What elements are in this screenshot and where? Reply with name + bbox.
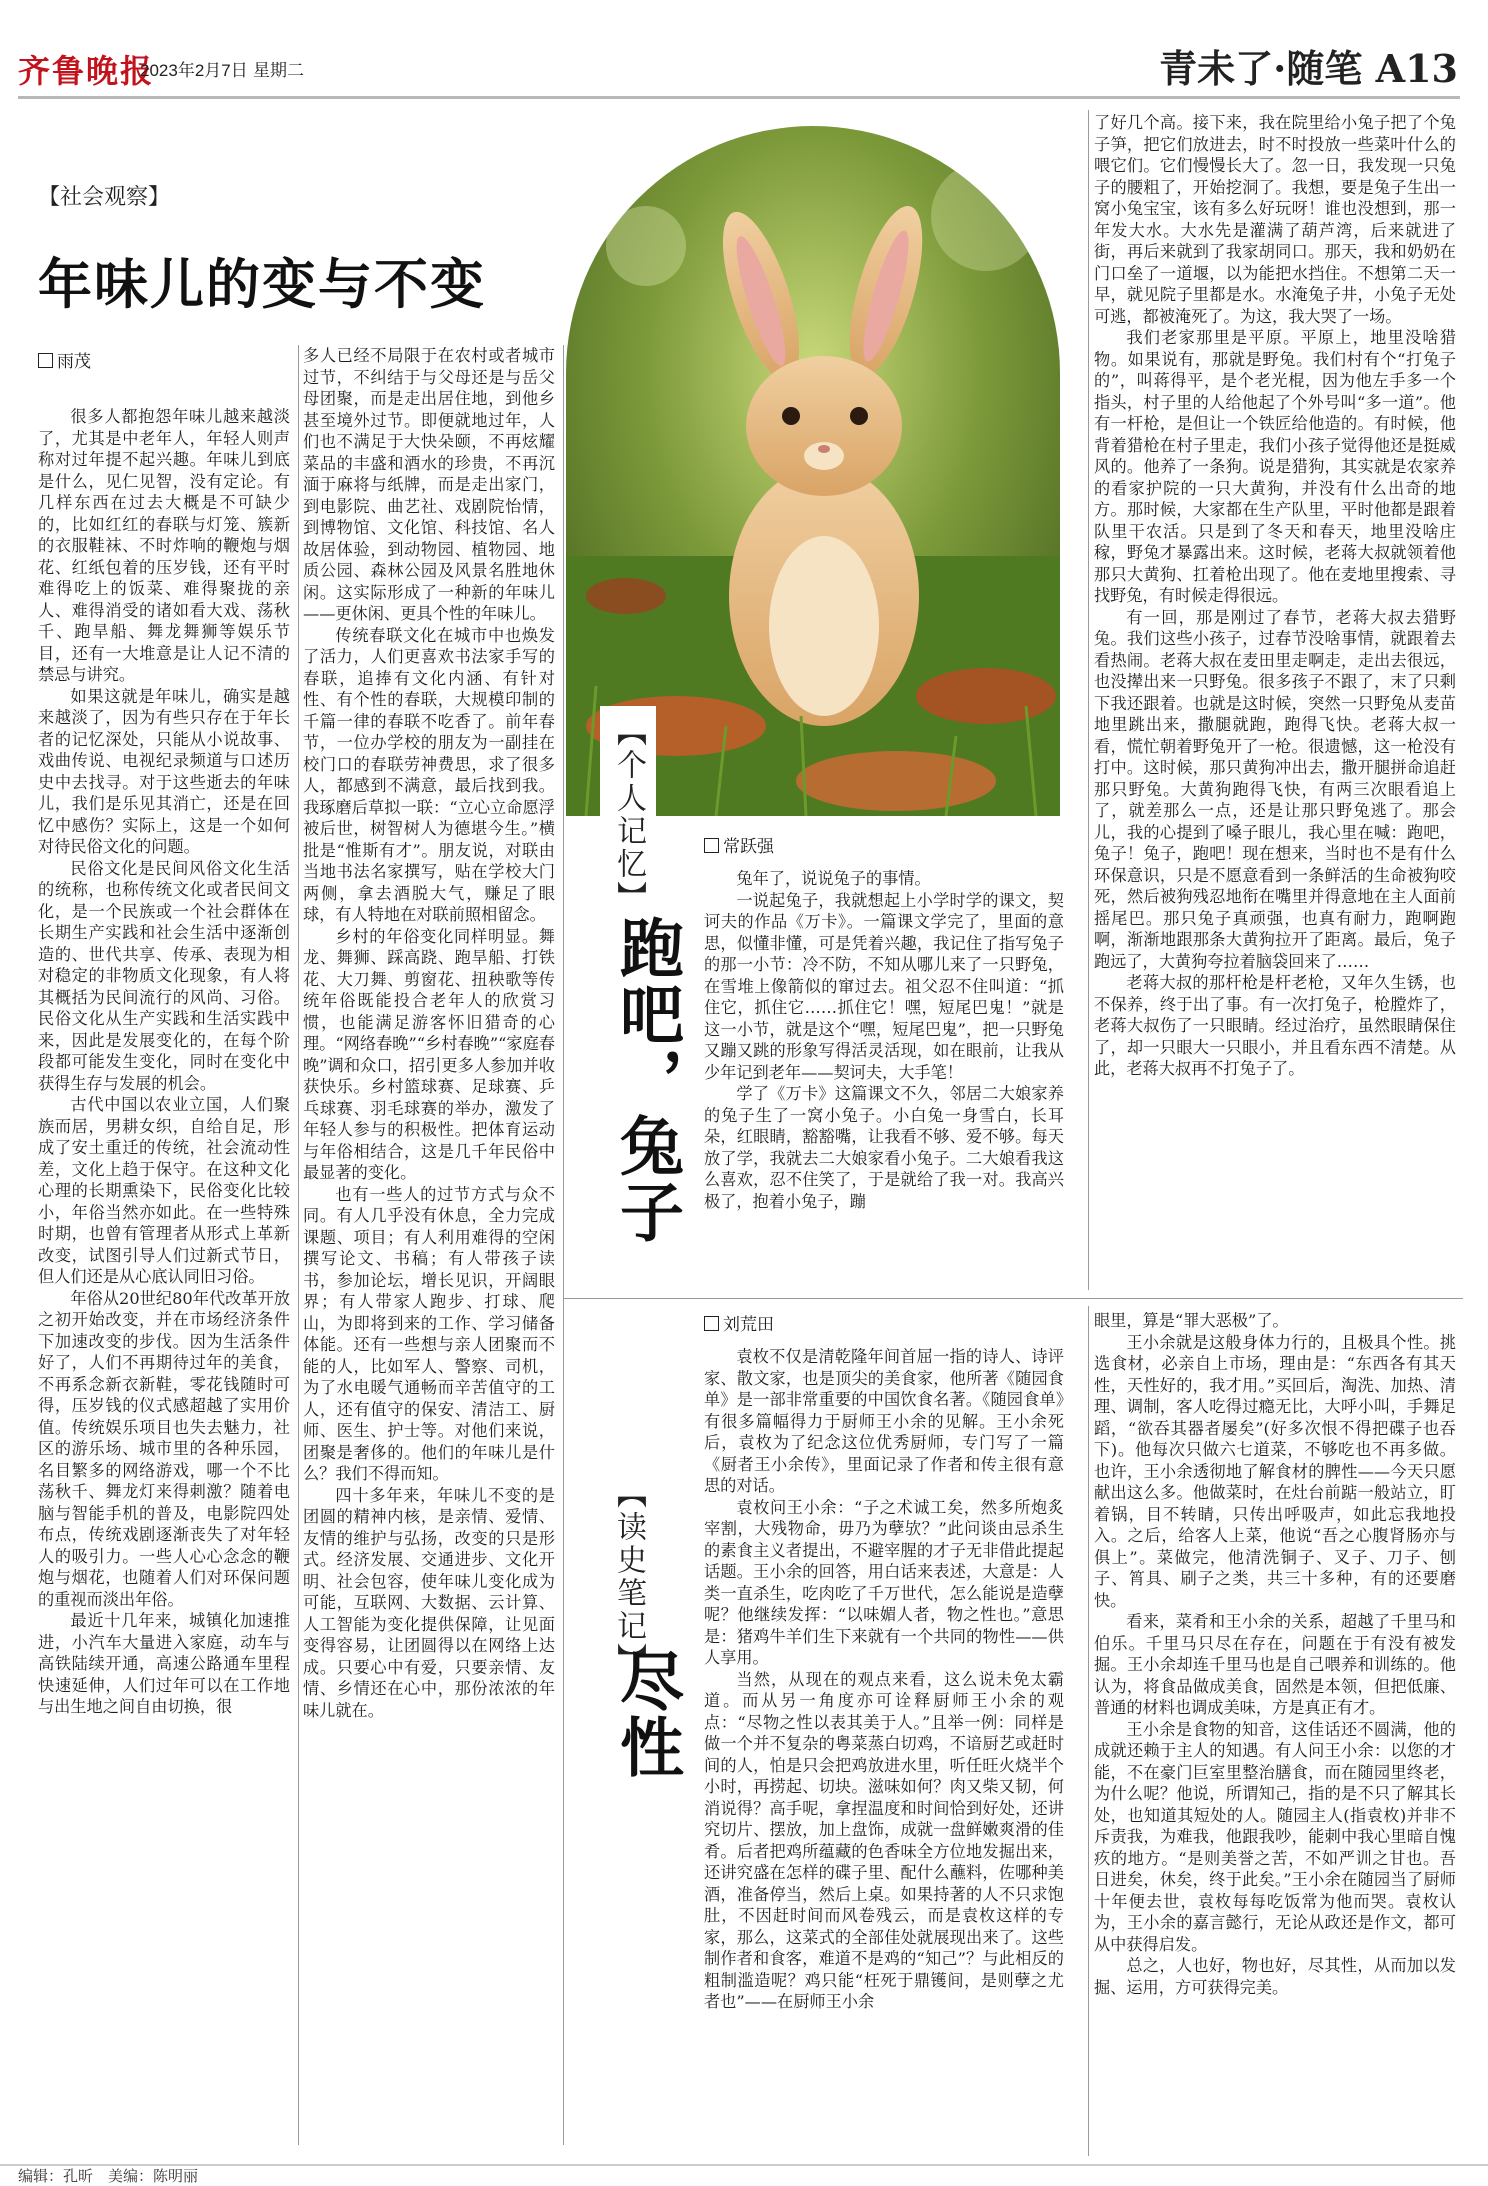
byline: [704, 1310, 774, 1335]
paragraph: 多人已经不局限于在农村或者城市过节，不纠结于与父母还是与岳父母团聚，而是走出居住地，到他乡甚至境外过节。即便就地过年，人们也不满足于大快朵颐，不再炫耀菜品的丰盛和酒水的珍贵，不再沉湎于麻将与纸牌，而是走出家门，到电影院、曲艺社、戏剧院怡情，到博物馆、文化馆、科技馆、名人故居体验，到动物园、植物园、地质公园、森林公园及风景名胜地休闲。这实际形成了一种新的年味儿——更休闲、更具个性的年味儿。: [303, 346, 555, 623]
paragraph: 乡村的年俗变化同样明显。舞龙、舞狮、踩高跷、跑旱船、打铁花、大刀舞、剪窗花、扭秧歌等传统年俗既能投合老年人的欣赏习惯，也能满足游客怀旧猎奇的心理。“网络春晚”“乡村春晚”“家庭春晚”调和众口，招引更多人参加并收获快乐。乡村篮球赛、足球赛、乒乓球赛、羽毛球赛的举办，激发了年轻人参与的积极性。把体育运动与年俗相结合，这是几千年民俗中最显著的变化。: [303, 926, 555, 1182]
paragraph: 老蒋大叔的那杆枪是杆老枪，又年久生锈，也不保养，终于出了事。有一次打兔子，枪膛炸了，老蒋大叔伤了一只眼睛。经过治疗，虽然眼睛保住了，却一只眼大一只眼小，并且看东西不清楚。从此，老蒋大叔再不打兔子了。: [1094, 973, 1456, 1078]
article-column: [704, 1346, 1064, 2013]
article-column: [303, 345, 555, 1721]
column-divider: [563, 345, 564, 2145]
byline-box-icon: [38, 353, 53, 368]
paragraph: 很多人都抱怨年味儿越来越淡了，尤其是中老年人，年轻人则声称对过年提不起兴趣。年味儿到底是什么，见仁见智，没有定论。有几样东西在过去大概是不可缺少的，比如红红的春联与灯笼、簇新的衣服鞋袜、不时炸响的鞭炮与烟花、红纸包着的压岁钱，还有平时难得吃上的饭菜、难得聚拢的亲人、难得消受的诸如看大戏、荡秋千、跑旱船、舞龙舞狮等娱乐节目，还有一大堆意是让人记不清的禁忌与讲究。: [38, 407, 290, 684]
paragraph: 眼里，算是“罪大恶极”了。: [1094, 1311, 1289, 1330]
article-title: 年味儿的变与不变: [38, 252, 486, 316]
paragraph: 兔年了，说说兔子的事情。: [736, 869, 931, 888]
column-divider: [1088, 110, 1089, 1290]
paragraph: 传统春联文化在城市中也焕发了活力，人们更喜欢书法家手写的春联，追捧有文化内涵、有针对性、有个性的春联，大规模印制的千篇一律的春联不吃香了。前年春节，一位办学校的朋友为一副挂在校门口的春联劳神费思，求了很多人，都感到不满意，最后找到我。我琢磨后草拟一联：“立心立命愿浮被后世，树智树人为德堪今生。”横批是“惟斯有才”。朋友说，对联由当地书法名家撰写，贴在学校大门两侧，拿去酒脱大气，赚足了眼球，有人特地在对联前照相留念。: [303, 625, 555, 924]
editor-credits: 编辑：孔昕 美编：陈明丽: [18, 2168, 199, 2185]
newspaper-logo: 齐鲁晚报: [18, 52, 155, 90]
paragraph: 当然，从现在的观点来看，这么说未免太霸道。而从另一角度亦可诠释厨师王小余的观点：“尽物之性以表其美于人。”且举一例：同样是做一个并不复杂的粤菜蒸白切鸡，不谙厨艺或赶时间的人，怕是只会把鸡放进水里，听任旺火烧半个小时，再捞起、切块。滋味如何？肉又柴又韧，何消说得？高手呢，拿捏温度和时间恰到好处，还讲究切片、摆放，加上盘饰，成就一盘鲜嫩爽滑的佳肴。后者把鸡所蕴藏的色香味全方位地发掘出来，还讲究盛在怎样的碟子里、配什么蘸料，佐哪种美酒，准备停当，然后上桌。如果持著的人不只求饱肚，不因赶时间而风卷残云，而是袁枚这样的专家，那么，这菜式的全部佳处就展现出来了。这些制作者和食客，难道不是鸡的“知己”？与此相反的粗制滥造呢？鸡只能“枉死于鼎镬间，是则孽之尤者也”——在厨师王小余: [704, 1669, 1064, 2011]
paragraph: 袁枚问王小余：“子之术诚工矣，然多所炮炙宰割，大残物命，毋乃为孽欤？”此问谈由忌杀生的素食主义者提出，不避宰腥的才子无非借此提起话题。王小余的回答，用白话来表述，大意是：人类一直杀生，吃肉吃了千万世代，怎么能说是造孽呢？他继续发挥：“以味媚人者，物之性也。”意思是：猪鸡牛羊们生下来就有一个共同的物性——供人享用。: [704, 1497, 1064, 1667]
author-name: 雨茂: [57, 352, 91, 372]
header-rule: [18, 96, 1460, 99]
column-divider: [298, 345, 299, 2145]
paragraph: 最近十几年来，城镇化加速推进，小汽车大量进入家庭，动车与高铁陆续开通，高速公路通车里程快速延伸，人们过年可以在工作地与出生地之间自由切换，很: [38, 1611, 290, 1716]
paragraph: 年俗从20世纪80年代改革开放之初开始改变，并在市场经济条件下加速改变的步伐。因为生活条件好了，人们不再期待过年的美食，不再系念新衣新鞋，零花钱随时可得，压岁钱的仪式感超越了实用价值。传统娱乐项目也失去魅力，社区的游乐场、城市里的各种乐园，名目繁多的网络游戏，哪一个不比荡秋千、舞龙灯来得刺激？随着电脑与智能手机的普及，电影院四处布点，传统戏剧逐渐丧失了对年轻人的吸引力。一些人心心念念的鞭炮与烟花，也随着人们对环保问题的重视而淡出年俗。: [38, 1288, 290, 1609]
paragraph: 了好几个高。接下来，我在院里给小兔子把了个兔子笋，把它们放进去，时不时投放一些菜叶什么的喂它们。它们慢慢长大了。忽一日，我发现一只兔子的腰粗了，开始挖洞了。我想，要是兔子生出一窝小兔宝宝，该有多么好玩呀！谁也没想到，那一年发大水。大水先是灌满了葫芦湾，后来就进了街，再后来就到了我家胡同口。那天，我和奶奶在门口垒了一道堰，以为能把水挡住。不想第二天一早，就见院子里都是水。水淹兔子井，小兔子无处可逃，都被淹死了。为这，我大哭了一场。: [1094, 113, 1456, 326]
paragraph: 如果这就是年味儿，确实是越来越淡了，因为有些只存在于年长者的记忆深处，只能从小说故事、戏曲传说、电视纪录频道与口述历史中去找寻。对于这些逝去的年味儿，我们是乐见其消亡，还是在回忆中感伤？实际上，这是一个如何对待民俗文化的问题。: [38, 686, 290, 856]
column-tag: 【个人记忆】: [600, 706, 656, 924]
column-tag: 【社会观察】: [38, 184, 171, 209]
section-divider: [563, 1298, 1463, 1299]
issue-weekday: 星期二: [253, 61, 304, 80]
article-title: 跑吧，兔子: [609, 915, 684, 1245]
paragraph: 袁枚不仅是清乾隆年间首屈一指的诗人、诗评家、散文家，也是顶尖的美食家，他所著《随园食单》是一部非常重要的中国饮食名著。《随园食单》有很多篇幅得力于厨师王小余的见解。王小余死后，袁枚为了纪念这位优秀厨师，专门写了一篇《厨者王小余传》，里面记录了作者和传主很有意思的对话。: [704, 1347, 1064, 1495]
paragraph: 学了《万卡》这篇课文不久，邻居二大娘家养的兔子生了一窝小兔子。小白兔一身雪白，长耳朵，红眼睛，豁豁嘴，让我看不够、爱不够。每天放了学，我就去二大娘家看小兔子。二大娘看我这么喜欢，忍不住笑了，于是就给了我一对。我高兴极了，抱着小兔子，蹦: [704, 1084, 1064, 1211]
paragraph: 四十多年来，年味儿不变的是团圆的精神内核，是亲情、爱情、友情的维护与弘扬，改变的只是形式。经济发展、交通进步、文化开明、社会包容，使年味儿变化成为可能，互联网、大数据、云计算、人工智能为变化提供保障，让见面变得容易，让团圆得以在网络上达成。只要心中有爱，只要亲情、友情、乡情还在心中，那份浓浓的年味儿就在。: [303, 1485, 555, 1720]
article-column: [1094, 112, 1456, 1080]
issue-date: 2023年2月7日: [140, 61, 248, 80]
byline-box-icon: [704, 838, 719, 853]
article-column: [1094, 1310, 1456, 1998]
byline-box-icon: [704, 1316, 719, 1331]
paragraph: 一说起兔子，我就想起上小学时学的课文，契诃夫的作品《万卡》。一篇课文学完了，里面的意思，似懂非懂，可是凭着兴趣，我记住了指写兔子的那一小节：冷不防，不知从哪儿来了一只野兔，在雪堆上像箭似的窜过去。祖父忍不住叫道：“抓住它，抓住它……抓住它！嘿，短尾巴鬼！”就是这一小节，就是这个“嘿，短尾巴鬼”，把一只野兔又蹦又跳的形象写得活灵活现，如在眼前，让我从少年记到老年——契诃夫，大手笔！: [704, 890, 1064, 1082]
paragraph: 民俗文化是民间风俗文化生活的统称，也称传统文化或者民间文化，是一个民族或一个社会群体在长期生产实践和社会生活中逐渐创造的、世代共享、传承、表现为相对稳定的非物质文化现象，有人将其概括为民间流行的风尚、习俗。民俗文化从生产实践和生活实践中来，因此是发展变化的，在每个阶段都可能发生变化，同时在变化中获得生存与发展的机会。: [38, 858, 290, 1093]
section-title: 青未了·随笔 A13: [1159, 46, 1458, 91]
paragraph: 古代中国以农业立国，人们聚族而居，男耕女织，自给自足，形成了安土重迁的传统，社会流动性差，文化上趋于保守。在这种文化心理的长期熏染下，民俗变化比较小，年俗当然亦如此。在一些特殊时期，也曾有管理者从形式上革新改变，试图引导人们过新式节日，但人们还是从心底认同旧习俗。: [38, 1095, 290, 1286]
article-column: [38, 406, 290, 1718]
paragraph: 王小余就是这般身体力行的，且极具个性。挑选食材，必亲自上市场，理由是：“东西各有其天性，天性好的，我才用。”买回后，淘洗、加热、清理、调制，客人吃得过瘾无比，大呼小叫，手舞足蹈，“欲吞其器者屡矣”(好多次恨不得把碟子也吞下)。他每次只做六七道菜，不够吃也不再多做。也许，王小余透彻地了解食材的脾性——今天只愿献出这么多。他做菜时，在灶台前踮一般站立，盯着锅，目不转睛，只传出呼吸声，如此忘我地投入。之后，给客人上菜，他说“吾之心腹肾肠亦与俱上”。菜做完，他清洗铜子、叉子、刀子、刨子、筲具、刷子之类，共三十多种，有的还要磨快。: [1094, 1332, 1456, 1610]
paragraph: 王小余是食物的知音，这佳话还不圆满，他的成就还赖于主人的知遇。有人问王小余：以您的才能，不在豪门巨室里整治膳食，而在随园里终老，为什么呢？他说，所谓知己，指的是不只了解其长处，也知道其短处的人。随园主人(指袁枚)并非不斥责我，为难我，他跟我吵，能刺中我心里暗自愧疚的地方。“是则美誉之苦，不如严训之甘也。吾日进矣，休矣，终于此矣。”王小余在随园当了厨师十年便去世，袁枚每每吃饭常为他而哭。袁枚认为，王小余的嘉言懿行，无论从政还是作文，都可从中获得启发。: [1094, 1719, 1456, 1954]
paragraph: 有一回，那是刚过了春节，老蒋大叔去猎野兔。我们这些小孩子，过春节没啥事情，就跟着去看热闹。老蒋大叔在麦田里走啊走，走出去很远，也没撵出来一只野兔。很多孩子不跟了，末了只剩下我还跟着。也就是这时候，突然一只野兔从麦苗地里跳出来，撒腿就跑，跑得飞快。老蒋大叔一看，慌忙朝着野兔开了一枪。很遗憾，这一枪没有打中。这时候，那只黄狗冲出去，撒开腿拼命追赶那只野兔。大黄狗跑得飞快，有两三次眼看追上了，就差那么一点，还是让那只野兔逃了。那会儿，我的心提到了嗓子眼儿，我心里在喊：跑吧，兔子！兔子，跑吧！现在想来，当时也不是有什么环保意识，只是不愿意看到一条鲜活的生命被狗咬死，然后被狗残忍地衔在嘴里并得意地在主人面前摇尾巴。那只兔子真顽强，也真有耐力，跑啊跑啊，渐渐地跟那条大黄狗拉开了距离。最后，兔子跑远了，大黄狗夸拉着脑袋回来了……: [1094, 607, 1456, 971]
paragraph: 我们老家那里是平原。平原上，地里没啥猎物。如果说有，那就是野兔。我们村有个“打兔子的”，叫蒋得平，是个老光棍，因为他左手多一个指头，村子里的人给他起了个外号叫“多一道”。他有一杆枪，是但让一个铁匠给他造的。有时候，他背着猎枪在村子里走，我们小孩子觉得他还是挺威风的。他养了一条狗。说是猎狗，其实就是农家养的看家护院的一只大黄狗，并没有什么出奇的地方。那时候，大家都在生产队里，平时他都是跟着队里干农活。只是到了冬天和春天，地里没啥庄稼，野兔才暴露出来。这时候，老蒋大叔就领着他那只大黄狗、扛着枪出现了。他在麦地里搜索、寻找野兔，有时候走得很远。: [1094, 328, 1456, 605]
article-title: 尽性: [609, 1648, 684, 1780]
byline: [38, 347, 91, 372]
article-column: [704, 868, 1064, 1212]
author-name: 刘荒田: [723, 1315, 774, 1335]
paragraph: 总之，人也好，物也好，尽其性，从而加以发掘、运用，方可获得完美。: [1094, 1956, 1456, 1997]
footer-rule: [0, 2164, 1488, 2166]
author-name: 常跃强: [723, 837, 774, 857]
paragraph: 看来，菜肴和王小余的关系，超越了千里马和伯乐。千里马只尽在存在，问题在于有没有被发掘。王小余却连千里马也是自己喂养和训练的。他认为，将食品做成美食，固然是本领，但把低廉、普通的材料也调成美味，方是真正有才。: [1094, 1612, 1456, 1717]
column-divider: [1088, 1306, 1089, 2156]
column-tag: 【读史笔记】: [600, 1468, 656, 1686]
byline: [704, 832, 774, 857]
paragraph: 也有一些人的过节方式与众不同。有人几乎没有休息，全力完成课题、项目；有人利用难得的空闲撰写论文、书稿；有人带孩子读书，参加论坛，增长见识，开阔眼界；有人带家人跑步、打球、爬山，为即将到来的工作、学习储备体能。还有一些想与亲人团聚而不能的人，比如军人、警察、司机，为了水电暖气通畅而辛苦值守的工人，还有值守的保安、清洁工、厨师、医生、护士等。对他们来说，团聚是奢侈的。他们的年味儿是什么？我们不得而知。: [303, 1184, 555, 1483]
